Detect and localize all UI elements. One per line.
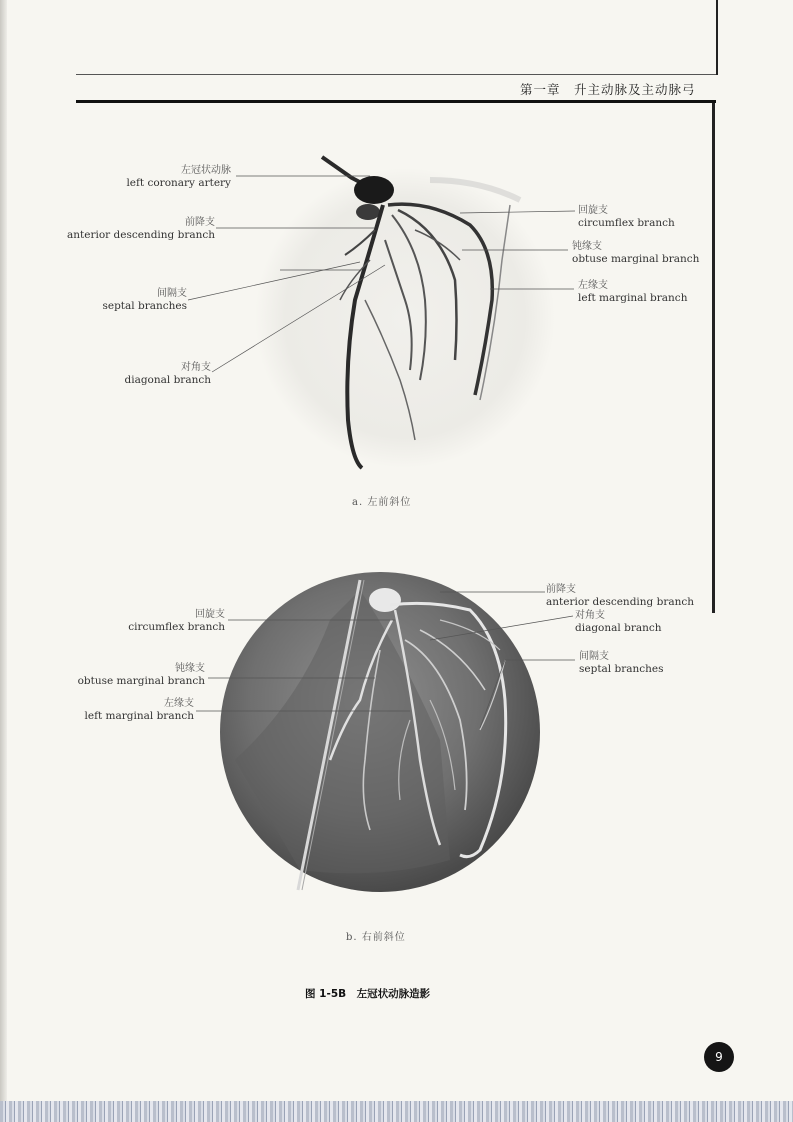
caption-a: a. 左前斜位 [352,497,412,508]
scan-edge-strip [0,1101,793,1122]
label-left-marginal-a: 左缘支 left marginal branch [578,280,688,304]
label-anterior-descending-b: 前降支 anterior descending branch [546,584,694,608]
label-septal-branches-b: 间隔支 septal branches [579,651,664,675]
angiogram-a [255,157,555,468]
label-diagonal-branch-a: 对角支 diagonal branch [124,362,211,386]
figure-title: 图 1-5B 左冠状动脉造影 [305,988,431,1000]
label-anterior-descending-a: 前降支 anterior descending branch [67,217,215,241]
label-septal-branches-a: 间隔支 septal branches [102,288,187,312]
label-left-coronary-artery: 左冠状动脉 left coronary artery [126,165,231,189]
page-number: 9 [704,1042,734,1072]
label-diagonal-branch-b: 对角支 diagonal branch [575,610,662,634]
chapter-header: 第一章 升主动脉及主动脉弓 [520,82,696,97]
label-obtuse-marginal-b: 钝缘支 obtuse marginal branch [77,663,205,687]
label-obtuse-marginal-a: 钝缘支 obtuse marginal branch [572,241,700,265]
label-circumflex-branch-b: 回旋支 circumflex branch [128,609,225,633]
label-left-marginal-b: 左缘支 left marginal branch [84,698,194,722]
label-circumflex-branch-a: 回旋支 circumflex branch [578,205,675,229]
caption-b: b. 右前斜位 [346,932,406,943]
